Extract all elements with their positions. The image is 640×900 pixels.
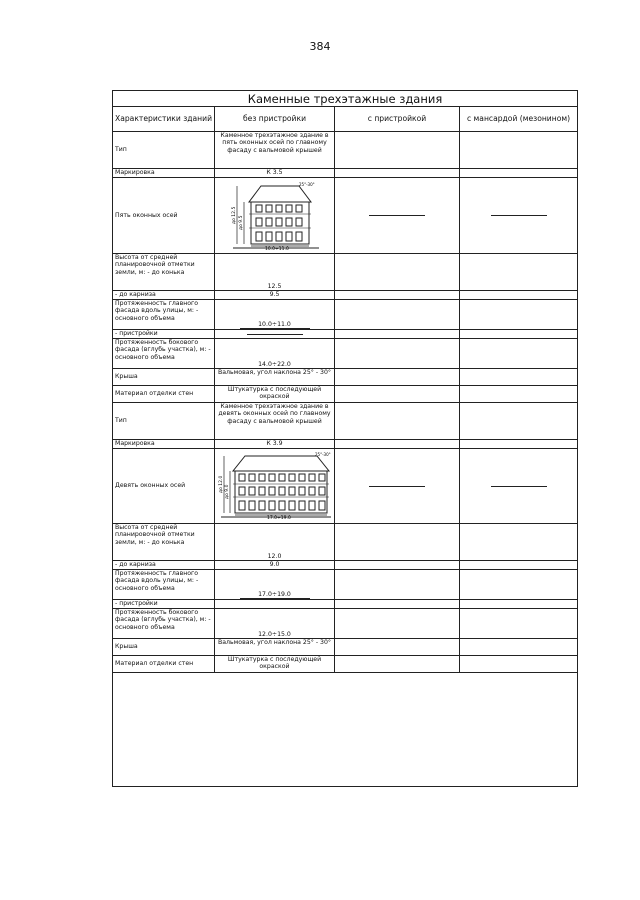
header-with-attic: с мансардой (мезонином) [460, 107, 578, 132]
b1-height-value: 12.5 [215, 254, 335, 291]
b2-main-length-value: 17.0÷19.0 [240, 591, 310, 599]
b1-drawing-width-label: 10.0÷11.0 [264, 247, 289, 250]
b1-drawing-cornice-label: до 9.5 [238, 215, 244, 230]
b2-marking-value: К 3.9 [215, 440, 335, 449]
b2-attic-dash [491, 486, 547, 487]
b1-annex-length-dash [247, 334, 303, 335]
b2-side-length-label: Протяженность бокового фасада (вглубь участка), м: - основного объема [113, 609, 215, 639]
b2-drawing-roof-label: 25°-30° [315, 452, 331, 457]
b1-cornice-value: 9.5 [215, 291, 335, 300]
page-number: 384 [309, 40, 331, 53]
b1-drawing-roof-label: 25°-30° [298, 182, 315, 187]
b1-height-label: Высота от средней планировочной отметки земли, м: - до конька [113, 254, 215, 291]
b2-type-value: Каменное трехэтажное здание в девять оконных осей по главному фасаду с вальмовой крышей [215, 403, 335, 440]
facade-drawing-nine-axes [217, 451, 333, 519]
b1-roof-value: Вальмовая, угол наклона 25° - 30° [215, 369, 335, 386]
b1-main-length-label: Протяженность главного фасада вдоль улицы, м: - основного объема [113, 300, 215, 330]
b2-facade-cell [215, 449, 335, 524]
b2-cornice-label: - до карниза [113, 561, 215, 570]
b2-height-value: 12.0 [215, 524, 335, 561]
b1-finish-value: Штукатурка с последующей окраской [215, 386, 335, 403]
b2-cornice-value: 9.0 [215, 561, 335, 570]
facade-drawing-five-axes [227, 180, 323, 250]
b2-height-label: Высота от средней планировочной отметки земли, м: - до конька [113, 524, 215, 561]
b1-main-length-value: 10.0÷11.0 [240, 321, 310, 329]
b1-drawing-height-label: до 12.5 [231, 206, 237, 224]
b2-side-length-value: 12.0÷15.0 [215, 609, 335, 639]
b1-axes-label: Пять оконных осей [113, 178, 215, 254]
header-with-annex: с пристройкой [335, 107, 460, 132]
b1-cornice-label: - до карниза [113, 291, 215, 300]
b1-finish-label: Материал отделки стен [113, 386, 215, 403]
b1-annex-label: - пристройки [113, 330, 215, 339]
b1-side-length-value: 14.0÷22.0 [215, 339, 335, 369]
b2-type-label: Тип [113, 403, 215, 440]
empty-block [113, 673, 578, 787]
header-characteristics: Характеристики зданий [113, 107, 215, 132]
b2-drawing-cornice-label: до 9.0 [225, 484, 230, 499]
b1-marking-value: К 3.5 [215, 169, 335, 178]
b1-marking-label: Маркировка [113, 169, 215, 178]
b2-drawing-width-label: 17.0÷19.0 [267, 516, 291, 519]
b2-finish-value: Штукатурка с последующей окраской [215, 656, 335, 673]
b1-type-label: Тип [113, 132, 215, 169]
b1-annex-dash [369, 215, 425, 216]
b1-attic-dash [491, 215, 547, 216]
b1-type-value: Каменное трехэтажное здание в пять оконных осей по главному фасаду с вальмовой крышей [215, 132, 335, 169]
b2-roof-value: Вальмовая, угол наклона 25° - 30° [215, 639, 335, 656]
b1-side-length-label: Протяженность бокового фасада (вглубь участка), м: - основного объема [113, 339, 215, 369]
b2-main-length-label: Протяженность главного фасада вдоль улицы, м: - основного объема [113, 570, 215, 600]
b2-annex-dash [369, 486, 425, 487]
building-specs-table [112, 90, 578, 787]
table-title: Каменные трехэтажные здания [113, 91, 578, 107]
b2-drawing-height-label: до 12.0 [219, 475, 224, 493]
b2-axes-label: Девять оконных осей [113, 449, 215, 524]
b2-marking-label: Маркировка [113, 440, 215, 449]
b1-facade-cell [215, 178, 335, 254]
b1-roof-label: Крыша [113, 369, 215, 386]
b2-finish-label: Материал отделки стен [113, 656, 215, 673]
header-no-annex: без пристройки [215, 107, 335, 132]
b2-annex-label: - пристройки [113, 600, 215, 609]
b2-roof-label: Крыша [113, 639, 215, 656]
